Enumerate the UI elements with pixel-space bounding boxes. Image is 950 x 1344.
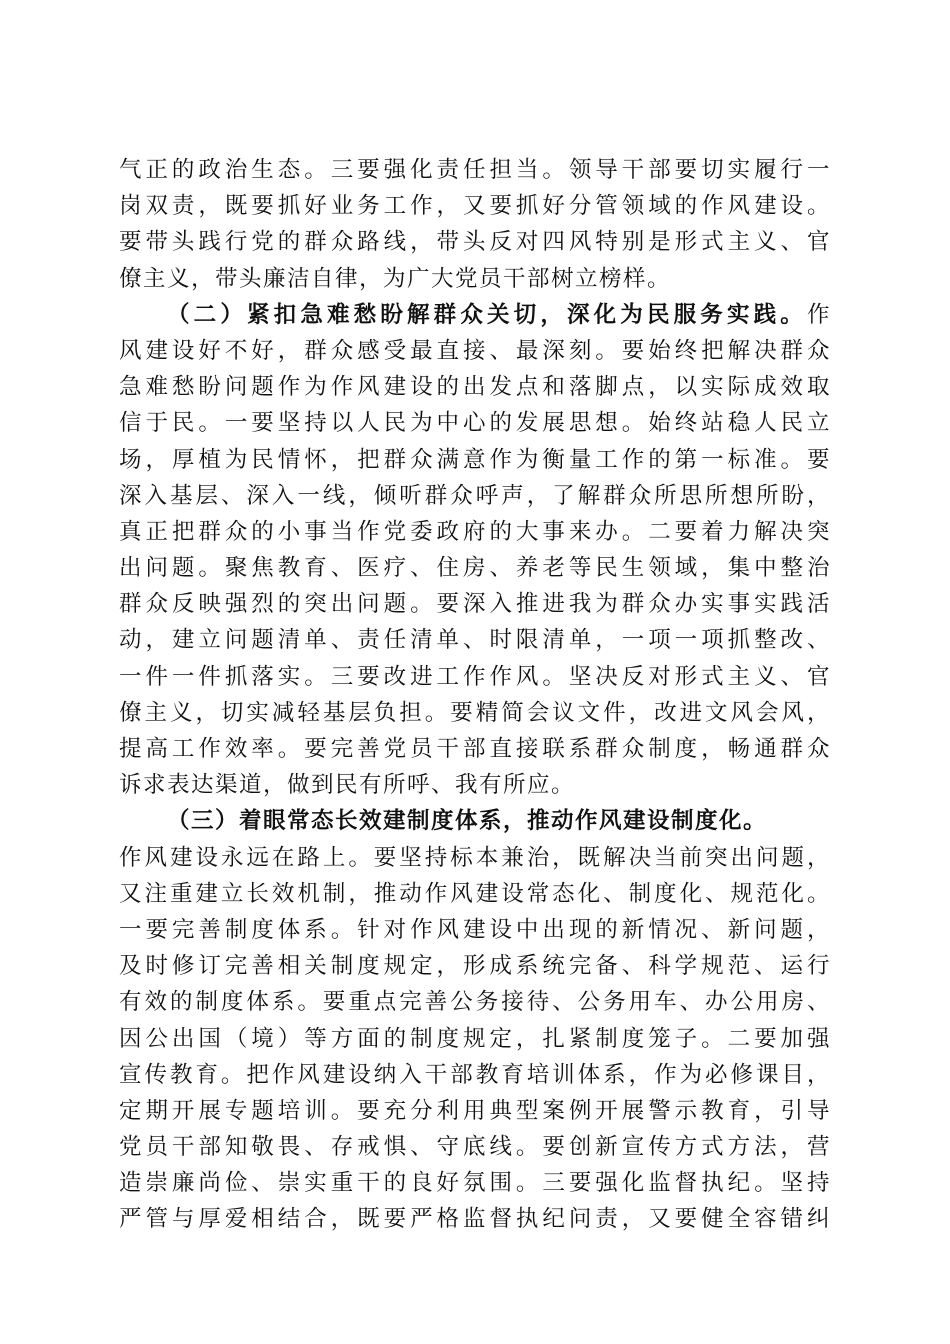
paragraph2-line: 僚主义，切实减轻基层负担。要精简会议文件，改进文风会风， [119,699,831,726]
paragraph2-line: 深入基层、深入一线，倾听群众呼声，了解群众所思所想所盼， [119,482,831,509]
paragraph3-line: 党员干部知敬畏、存戒惧、守底线。要创新宣传方式方法，营 [119,1134,831,1161]
paragraph2-line: 信于民。一要坚持以人民为中心的发展思想。始终站稳人民立 [119,410,831,437]
paragraph3-line: 又注重建立长效机制，推动作风建设常态化、制度化、规范化。 [119,880,831,907]
paragraph2-line: 出问题。聚焦教育、医疗、住房、养老等民生领域，集中整治 [119,555,831,582]
paragraph2-line: 真正把群众的小事当作党委政府的大事来办。二要着力解决突 [119,518,831,545]
paragraph1-line: 要带头践行党的群众路线，带头反对四风特别是形式主义、官 [119,229,831,256]
paragraph1-line: 僚主义，带头廉洁自律，为广大党员干部树立榜样。 [119,265,672,292]
paragraph3-line: 一要完善制度体系。针对作风建设中出现的新情况、新问题， [119,916,831,943]
paragraph1-line: 气正的政治生态。三要强化责任担当。领导干部要切实履行一 [119,157,831,183]
paragraph2-line: 动，建立问题清单、责任清单、时限清单，一项一项抓整改、 [119,627,831,654]
section-heading-3: （三）着眼常态长效建制度体系，推动作风建设制度化。 [167,808,768,835]
paragraph2-line: 诉求表达渠道，做到民有所呼、我有所应。 [119,772,576,799]
paragraph2-first-line [119,297,831,333]
paragraph2-line: 场，厚植为民情怀，把群众满意作为衡量工作的第一标准。要 [119,446,831,473]
paragraph2-first-line-rest: 作 [806,301,831,328]
paragraph1-line: 岗双责，既要抓好业务工作，又要抓好分管领域的作风建设。 [119,193,831,220]
section-heading-2: （二）紧扣急难愁盼解群众关切，深化为民服务实践。 [167,301,807,328]
paragraph2-line: 提高工作效率。要完善党员干部直接联系群众制度，畅通群众 [119,736,831,762]
paragraph2-line: 急难愁盼问题作为作风建设的出发点和落脚点，以实际成效取 [119,374,831,401]
paragraph3-line: 及时修订完善相关制度规定，形成系统完备、科学规范、运行 [119,953,831,980]
paragraph2-line: 群众反映强烈的突出问题。要深入推进我为群众办实事实践活 [119,591,831,618]
body-text [119,152,831,1238]
paragraph3-line: 因公出国（境）等方面的制度规定，扎紧制度笼子。二要加强 [119,1025,831,1052]
paragraph3-line: 严管与厚爱相结合，既要严格监督执纪问责，又要健全容错纠 [119,1206,831,1233]
paragraph2-line: 一件一件抓落实。三要改进工作作风。坚决反对形式主义、官 [119,663,831,690]
paragraph3-line: 造崇廉尚俭、崇实重干的良好氛围。三要强化监督执纪。坚持 [119,1170,831,1197]
paragraph3-line: 定期开展专题培训。要充分利用典型案例开展警示教育，引导 [119,1097,831,1124]
paragraph3-line: 有效的制度体系。要重点完善公务接待、公务用车、办公用房、 [119,989,831,1016]
paragraph3-line: 作风建设永远在路上。要坚持标本兼治，既解决当前突出问题， [119,844,831,871]
paragraph3-line: 宣传教育。把作风建设纳入干部教育培训体系，作为必修课目， [119,1061,831,1088]
paragraph2-line: 风建设好不好，群众感受最直接、最深刻。要始终把解决群众 [119,337,831,364]
